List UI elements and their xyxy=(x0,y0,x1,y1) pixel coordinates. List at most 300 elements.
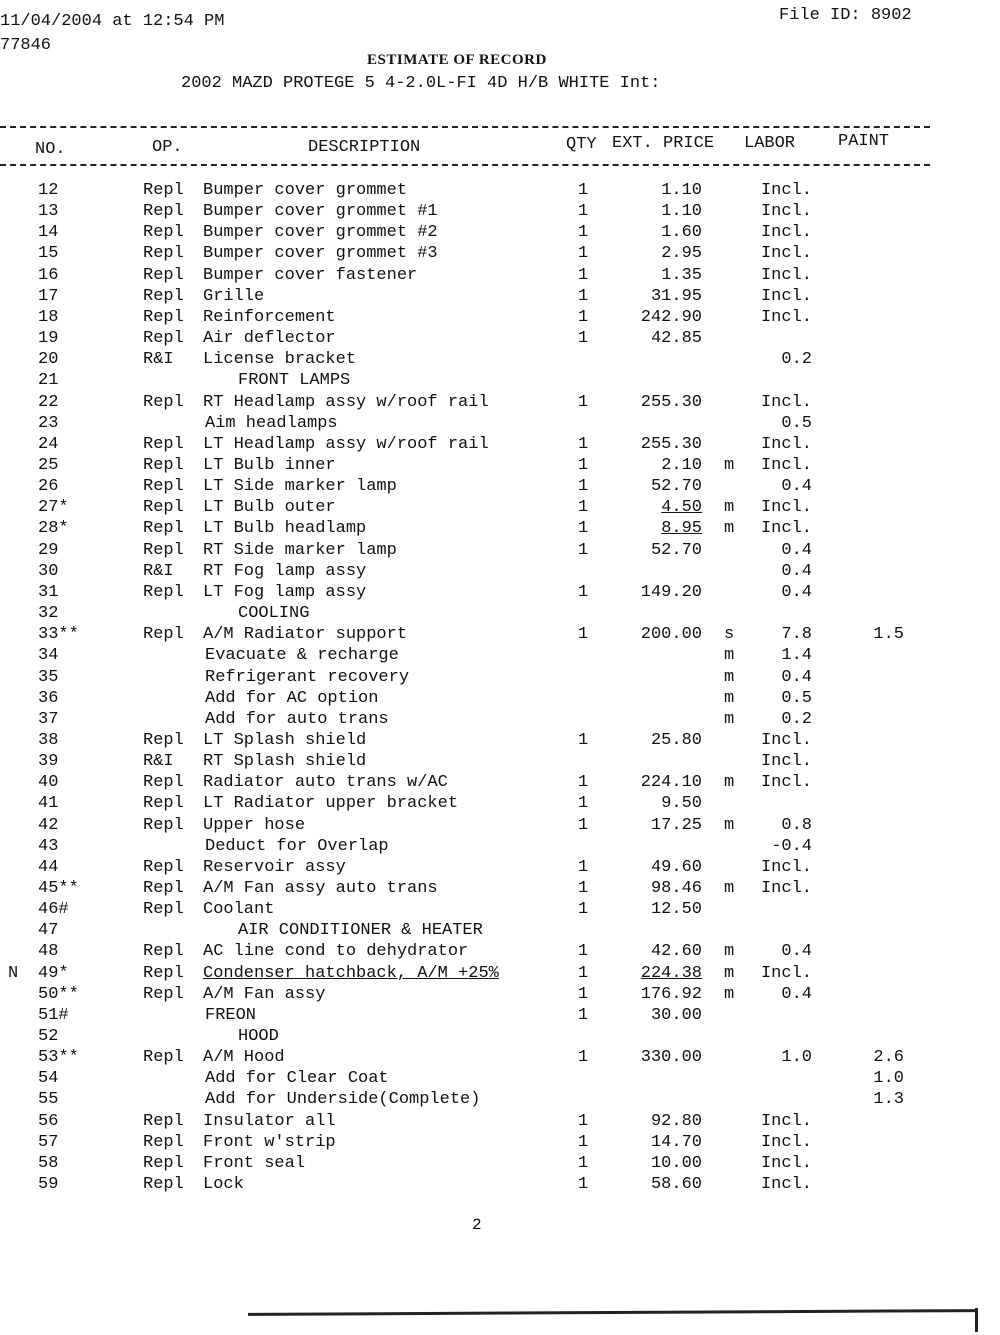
labor-hours: 0.4 xyxy=(781,582,812,602)
line-number: 39 xyxy=(38,752,59,771)
paint-hours: 2.6 xyxy=(873,1048,904,1068)
description: Front seal xyxy=(203,1153,306,1173)
row-flag: N xyxy=(8,963,19,983)
description: RT Headlamp assy w/roof rail xyxy=(203,392,489,412)
operation: Repl xyxy=(143,582,184,602)
labor-hours: 1.0 xyxy=(781,1048,812,1068)
labor-hours: Incl. xyxy=(760,434,812,454)
table-row xyxy=(0,710,1000,731)
line-number: 50** xyxy=(38,984,79,1004)
quantity: 1 xyxy=(578,984,589,1004)
table-row xyxy=(0,1048,1000,1069)
ext-price: 2.95 xyxy=(661,244,702,264)
table-row xyxy=(0,287,1000,308)
description: Front w'strip xyxy=(203,1132,336,1152)
operation: Repl xyxy=(143,498,184,518)
ext-price: 49.60 xyxy=(650,857,702,877)
labor-hours: Incl. xyxy=(760,1175,812,1194)
labor-hours: 0.4 xyxy=(781,540,812,560)
labor-hours: 1.4 xyxy=(781,646,812,666)
quantity: 1 xyxy=(578,1005,589,1025)
operation: Repl xyxy=(143,1111,184,1131)
operation: Repl xyxy=(143,286,184,306)
line-number: 44 xyxy=(38,857,59,877)
bottom-rule xyxy=(248,1309,978,1316)
column-headers xyxy=(0,134,1000,158)
description: AIR CONDITIONER & HEATER xyxy=(238,921,483,941)
ext-price: 98.46 xyxy=(650,878,702,898)
labor-hours: Incl. xyxy=(760,498,812,518)
labor-hours: Incl. xyxy=(760,963,812,983)
col-ext-price: EXT. PRICE xyxy=(612,134,715,153)
line-number: 14 xyxy=(38,223,59,243)
line-number: 33** xyxy=(38,625,79,645)
vehicle-description: 2002 MAZD PROTEGE 5 4-2.0L-FI 4D H/B WHITE Int: xyxy=(181,74,661,93)
col-paint: PAINT xyxy=(838,132,890,151)
ext-price: 4.50 xyxy=(661,498,702,518)
ext-price: 1.35 xyxy=(661,265,702,285)
table-row xyxy=(0,435,1000,456)
ext-price: 224.10 xyxy=(640,773,702,793)
ext-price: 1.60 xyxy=(661,223,702,243)
table-row xyxy=(0,1112,1000,1133)
operation: Repl xyxy=(143,519,184,539)
description: Bumper cover grommet #3 xyxy=(203,244,438,264)
description: Coolant xyxy=(203,900,275,920)
table-row xyxy=(0,837,1000,858)
table-row xyxy=(0,350,1000,371)
description: A/M Fan assy auto trans xyxy=(203,878,438,898)
line-number: 23 xyxy=(38,413,59,433)
quantity: 1 xyxy=(578,477,589,497)
description: RT Splash shield xyxy=(203,752,367,771)
line-number: 53** xyxy=(38,1048,79,1068)
labor-hours: Incl. xyxy=(760,307,812,327)
description: Bumper cover grommet #2 xyxy=(203,223,438,243)
operation: Repl xyxy=(143,773,184,793)
line-number: 22 xyxy=(38,392,59,412)
line-number: 46# xyxy=(38,900,69,920)
labor-hours: 0.5 xyxy=(781,413,812,433)
description: LT Splash shield xyxy=(203,730,367,750)
table-row xyxy=(0,498,1000,519)
labor-code: m xyxy=(724,667,735,687)
paint-hours: 1.0 xyxy=(873,1069,904,1089)
operation: Repl xyxy=(143,1175,184,1194)
quantity: 1 xyxy=(578,963,589,983)
description: Condenser hatchback, A/M +25% xyxy=(203,963,499,983)
table-row xyxy=(0,942,1000,963)
operation: Repl xyxy=(143,329,184,348)
description: A/M Fan assy xyxy=(203,984,326,1004)
description: LT Bulb outer xyxy=(203,498,336,518)
quantity: 1 xyxy=(578,730,589,750)
line-number: 24 xyxy=(38,434,59,454)
table-row xyxy=(0,519,1000,540)
ext-price: 149.20 xyxy=(640,582,702,602)
line-number: 59 xyxy=(38,1175,59,1194)
quantity: 1 xyxy=(578,519,589,539)
ext-price: 9.50 xyxy=(661,794,702,814)
operation: Repl xyxy=(143,265,184,285)
description: Radiator auto trans w/AC xyxy=(203,773,448,793)
table-row xyxy=(0,393,1000,414)
labor-hours: Incl. xyxy=(760,223,812,243)
labor-hours: Incl. xyxy=(760,752,812,771)
table-row xyxy=(0,202,1000,223)
labor-code: m xyxy=(724,688,735,708)
ext-price: 255.30 xyxy=(640,434,702,454)
quantity: 1 xyxy=(578,1175,589,1194)
table-row xyxy=(0,752,1000,773)
description: FREON xyxy=(205,1005,257,1025)
ext-price: 242.90 xyxy=(640,307,702,327)
line-number: 12 xyxy=(38,181,59,200)
description: Air deflector xyxy=(203,329,336,348)
table-row xyxy=(0,731,1000,752)
table-row xyxy=(0,668,1000,689)
labor-hours: Incl. xyxy=(760,878,812,898)
quantity: 1 xyxy=(578,286,589,306)
labor-code: m xyxy=(724,878,735,898)
operation: Repl xyxy=(143,434,184,454)
labor-code: m xyxy=(724,709,735,729)
line-number: 25 xyxy=(38,455,59,475)
quantity: 1 xyxy=(578,307,589,327)
table-row xyxy=(0,329,1000,350)
table-row xyxy=(0,244,1000,265)
table-row xyxy=(0,604,1000,625)
labor-code: m xyxy=(724,815,735,835)
line-number: 57 xyxy=(38,1132,59,1152)
labor-hours: Incl. xyxy=(760,202,812,222)
line-number: 21 xyxy=(38,371,59,391)
line-number: 29 xyxy=(38,540,59,560)
table-row xyxy=(0,562,1000,583)
line-number: 30 xyxy=(38,561,59,581)
quantity: 1 xyxy=(578,181,589,200)
operation: Repl xyxy=(143,794,184,814)
labor-hours: Incl. xyxy=(760,857,812,877)
operation: Repl xyxy=(143,1132,184,1152)
operation: Repl xyxy=(143,244,184,264)
labor-hours: Incl. xyxy=(760,392,812,412)
labor-hours: Incl. xyxy=(760,773,812,793)
line-number: 27* xyxy=(38,498,69,518)
timestamp: 11/04/2004 at 12:54 PM xyxy=(0,12,225,31)
line-number: 52 xyxy=(38,1027,59,1046)
line-number: 58 xyxy=(38,1153,59,1173)
quantity: 1 xyxy=(578,942,589,962)
operation: Repl xyxy=(143,942,184,962)
ext-price: 330.00 xyxy=(640,1048,702,1068)
quantity: 1 xyxy=(578,223,589,243)
ext-price: 52.70 xyxy=(650,477,702,497)
description: AC line cond to dehydrator xyxy=(203,942,469,962)
quantity: 1 xyxy=(578,265,589,285)
paint-hours: 1.3 xyxy=(873,1090,904,1110)
description: Refrigerant recovery xyxy=(205,667,410,687)
labor-hours: 0.5 xyxy=(781,688,812,708)
labor-hours: Incl. xyxy=(760,265,812,285)
table-row xyxy=(0,773,1000,794)
table-row xyxy=(0,689,1000,710)
labor-hours: Incl. xyxy=(760,519,812,539)
line-number: 42 xyxy=(38,815,59,835)
col-op: OP. xyxy=(152,138,183,157)
line-number: 48 xyxy=(38,942,59,962)
labor-code: m xyxy=(724,942,735,962)
operation: R&I xyxy=(143,350,174,370)
quantity: 1 xyxy=(578,540,589,560)
description: Lock xyxy=(203,1175,244,1194)
quantity: 1 xyxy=(578,857,589,877)
quantity: 1 xyxy=(578,1111,589,1131)
table-row xyxy=(0,1027,1000,1048)
labor-hours: 0.4 xyxy=(781,984,812,1004)
ext-price: 31.95 xyxy=(650,286,702,306)
paint-hours: 1.5 xyxy=(873,625,904,645)
ext-price: 42.85 xyxy=(650,329,702,348)
quantity: 1 xyxy=(578,773,589,793)
ext-price: 12.50 xyxy=(650,900,702,920)
document-title: ESTIMATE OF RECORD xyxy=(367,52,547,68)
ext-price: 30.00 xyxy=(650,1005,702,1025)
quantity: 1 xyxy=(578,582,589,602)
table-row xyxy=(0,964,1000,985)
description: RT Fog lamp assy xyxy=(203,561,367,581)
ext-price: 2.10 xyxy=(661,455,702,475)
line-number: 17 xyxy=(38,286,59,306)
line-number: 19 xyxy=(38,329,59,348)
labor-hours: Incl. xyxy=(760,1153,812,1173)
quantity: 1 xyxy=(578,455,589,475)
quantity: 1 xyxy=(578,1153,589,1173)
quantity: 1 xyxy=(578,434,589,454)
labor-hours: 0.4 xyxy=(781,667,812,687)
ext-price: 255.30 xyxy=(640,392,702,412)
ext-price: 92.80 xyxy=(650,1111,702,1131)
table-row xyxy=(0,181,1000,202)
description: LT Radiator upper bracket xyxy=(203,794,459,814)
labor-hours: Incl. xyxy=(760,730,812,750)
operation: Repl xyxy=(143,857,184,877)
quantity: 1 xyxy=(578,900,589,920)
description: RT Side marker lamp xyxy=(203,540,397,560)
description: Reservoir assy xyxy=(203,857,346,877)
operation: Repl xyxy=(143,963,184,983)
labor-code: m xyxy=(724,984,735,1004)
ext-price: 200.00 xyxy=(640,625,702,645)
labor-hours: -0.4 xyxy=(771,836,812,856)
table-row xyxy=(0,223,1000,244)
ext-price: 10.00 xyxy=(650,1153,702,1173)
labor-hours: Incl. xyxy=(760,1132,812,1152)
operation: Repl xyxy=(143,1153,184,1173)
operation: Repl xyxy=(143,455,184,475)
operation: R&I xyxy=(143,752,174,771)
page-number: 2 xyxy=(472,1216,482,1234)
line-number: 35 xyxy=(38,667,59,687)
labor-hours: 7.8 xyxy=(781,625,812,645)
description: A/M Hood xyxy=(203,1048,285,1068)
table-row xyxy=(0,794,1000,815)
operation: R&I xyxy=(143,561,174,581)
table-row xyxy=(0,1069,1000,1090)
line-number: 38 xyxy=(38,730,59,750)
operation: Repl xyxy=(143,223,184,243)
table-row xyxy=(0,1090,1000,1111)
line-number: 43 xyxy=(38,836,59,856)
bottom-rule-tick xyxy=(975,1308,978,1332)
labor-hours: 0.2 xyxy=(781,709,812,729)
description: Add for auto trans xyxy=(205,709,389,729)
quantity: 1 xyxy=(578,329,589,348)
quantity: 1 xyxy=(578,625,589,645)
description: LT Fog lamp assy xyxy=(203,582,367,602)
line-number: 37 xyxy=(38,709,59,729)
line-number: 41 xyxy=(38,794,59,814)
line-number: 13 xyxy=(38,202,59,222)
quantity: 1 xyxy=(578,202,589,222)
line-number: 54 xyxy=(38,1069,59,1089)
labor-code: m xyxy=(724,498,735,518)
col-no: NO. xyxy=(35,140,66,159)
labor-code: m xyxy=(724,773,735,793)
labor-hours: Incl. xyxy=(760,1111,812,1131)
operation: Repl xyxy=(143,984,184,1004)
description: Upper hose xyxy=(203,815,306,835)
line-number: 51# xyxy=(38,1005,69,1025)
labor-hours: 0.4 xyxy=(781,561,812,581)
description: Deduct for Overlap xyxy=(205,836,389,856)
table-row xyxy=(0,900,1000,921)
description: Add for Clear Coat xyxy=(205,1069,389,1089)
table-row xyxy=(0,414,1000,435)
file-id: File ID: 8902 xyxy=(779,6,912,25)
description: Reinforcement xyxy=(203,307,336,327)
table-row xyxy=(0,266,1000,287)
quantity: 1 xyxy=(578,498,589,518)
description: Insulator all xyxy=(203,1111,336,1131)
ext-price: 58.60 xyxy=(650,1175,702,1194)
line-number: 32 xyxy=(38,604,59,623)
description: A/M Radiator support xyxy=(203,625,408,645)
quantity: 1 xyxy=(578,1048,589,1068)
labor-hours: Incl. xyxy=(760,286,812,306)
ext-price: 1.10 xyxy=(661,181,702,200)
description: FRONT LAMPS xyxy=(238,371,351,391)
table-row xyxy=(0,308,1000,329)
description: Add for Underside(Complete) xyxy=(205,1090,481,1110)
labor-code: m xyxy=(724,963,735,983)
operation: Repl xyxy=(143,1048,184,1068)
table-row xyxy=(0,816,1000,837)
table-row xyxy=(0,879,1000,900)
labor-hours: 0.8 xyxy=(781,815,812,835)
line-number: 49* xyxy=(38,963,69,983)
table-row xyxy=(0,625,1000,646)
line-number: 55 xyxy=(38,1090,59,1110)
operation: Repl xyxy=(143,392,184,412)
quantity: 1 xyxy=(578,815,589,835)
labor-hours: 0.4 xyxy=(781,942,812,962)
operation: Repl xyxy=(143,477,184,497)
table-row xyxy=(0,921,1000,942)
ext-price: 42.60 xyxy=(650,942,702,962)
description: Bumper cover grommet #1 xyxy=(203,202,438,222)
labor-hours: Incl. xyxy=(760,181,812,200)
operation: Repl xyxy=(143,878,184,898)
ext-price: 17.25 xyxy=(650,815,702,835)
ext-price: 8.95 xyxy=(661,519,702,539)
description: Evacuate & recharge xyxy=(205,646,399,666)
labor-code: s xyxy=(724,625,735,645)
operation: Repl xyxy=(143,625,184,645)
ext-price: 14.70 xyxy=(650,1132,702,1152)
line-number: 45** xyxy=(38,878,79,898)
reference-number: 77846 xyxy=(0,36,52,55)
header-rule-bottom xyxy=(0,164,930,166)
description: HOOD xyxy=(238,1027,279,1046)
quantity: 1 xyxy=(578,878,589,898)
table-row xyxy=(0,456,1000,477)
line-number: 15 xyxy=(38,244,59,264)
line-number: 18 xyxy=(38,307,59,327)
table-row xyxy=(0,1133,1000,1154)
operation: Repl xyxy=(143,307,184,327)
table-row xyxy=(0,371,1000,392)
description: Bumper cover grommet xyxy=(203,181,408,200)
operation: Repl xyxy=(143,900,184,920)
quantity: 1 xyxy=(578,244,589,264)
ext-price: 224.38 xyxy=(640,963,702,983)
table-row xyxy=(0,1154,1000,1175)
header-rule-top xyxy=(0,126,930,128)
line-number: 40 xyxy=(38,773,59,793)
table-row xyxy=(0,985,1000,1006)
ext-price: 25.80 xyxy=(650,730,702,750)
labor-code: m xyxy=(724,646,735,666)
quantity: 1 xyxy=(578,392,589,412)
labor-hours: 0.4 xyxy=(781,477,812,497)
labor-code: m xyxy=(724,455,735,475)
ext-price: 1.10 xyxy=(661,202,702,222)
line-number: 28* xyxy=(38,519,69,539)
description: Aim headlamps xyxy=(205,413,338,433)
description: LT Bulb inner xyxy=(203,455,336,475)
description: LT Bulb headlamp xyxy=(203,519,367,539)
operation: Repl xyxy=(143,730,184,750)
labor-hours: 0.2 xyxy=(781,350,812,370)
table-row xyxy=(0,858,1000,879)
line-number: 31 xyxy=(38,582,59,602)
labor-hours: Incl. xyxy=(760,455,812,475)
labor-hours: Incl. xyxy=(760,244,812,264)
line-number: 36 xyxy=(38,688,59,708)
line-number: 34 xyxy=(38,646,59,666)
table-row xyxy=(0,541,1000,562)
table-row xyxy=(0,1006,1000,1027)
operation: Repl xyxy=(143,202,184,222)
col-description: DESCRIPTION xyxy=(308,138,421,157)
quantity: 1 xyxy=(578,794,589,814)
description: LT Side marker lamp xyxy=(203,477,397,497)
line-number: 26 xyxy=(38,477,59,497)
line-number: 16 xyxy=(38,265,59,285)
description: Add for AC option xyxy=(205,688,379,708)
description: Grille xyxy=(203,286,265,306)
